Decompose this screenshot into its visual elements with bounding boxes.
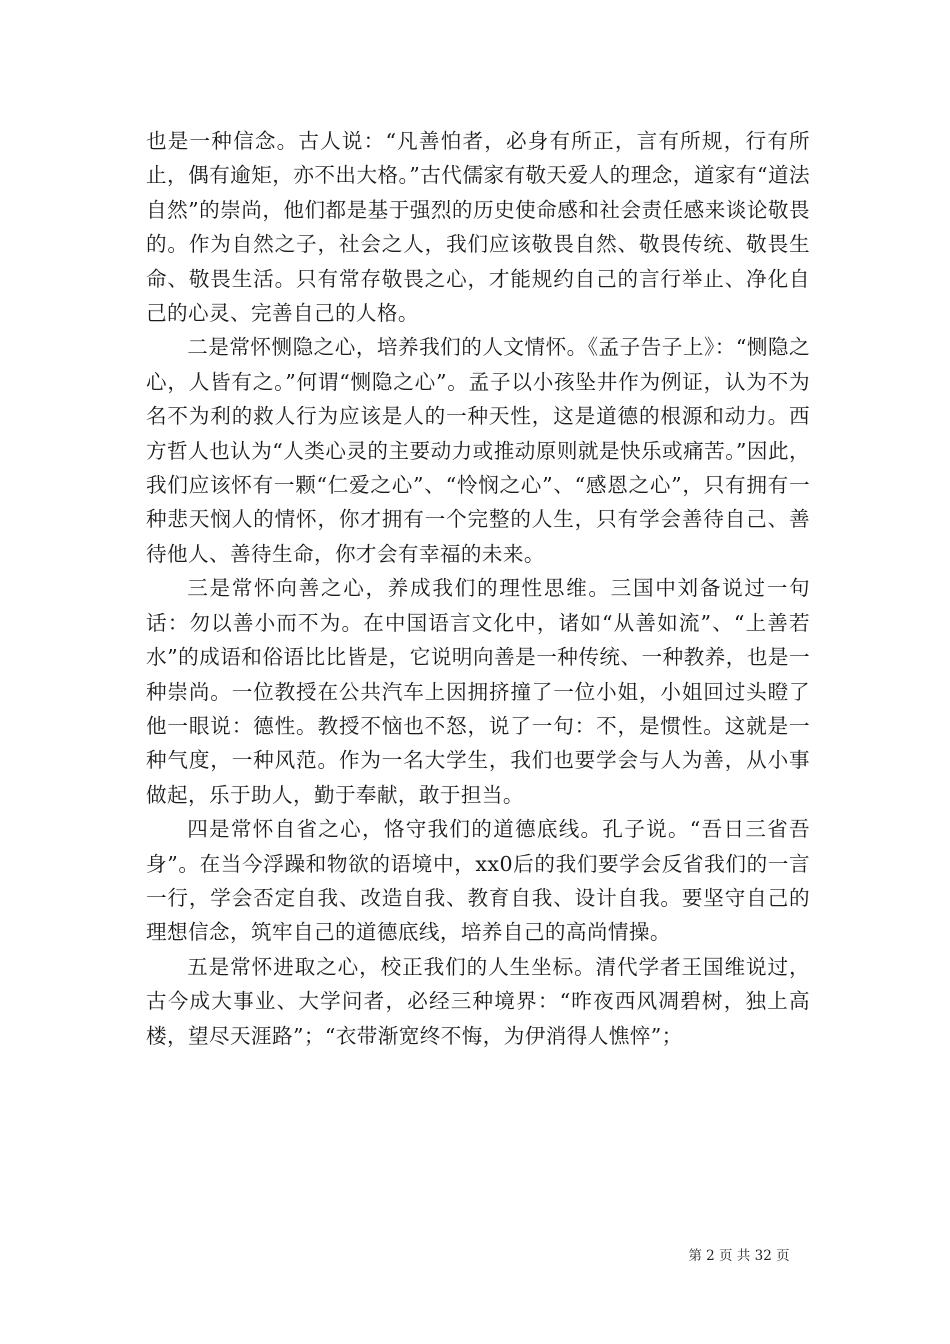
- paragraph-ambition: 五是常怀进取之心，校正我们的人生坐标。清代学者王国维说过，古今成大事业、大学问者，必经三种境界：“昨夜西风凋碧树，独上高楼，望尽天涯路”；“衣带渐宽终不悔，为伊消得人憔悴”；: [146, 954, 810, 1048]
- paragraph-compassion: 二是常怀恻隐之心，培养我们的人文情怀。《孟子告子上》：“恻隐之心，人皆有之。”何谓“恻隐之心”。孟子以小孩坠井作为例证，认为不为名不为利的救人行为应该是人的一种天性，这是道德的根源和动力。西方哲人也认为“人类心灵的主要动力或推动原则就是快乐或痛苦。”因此，我们应该怀有一颗“仁爱之心”、“怜悯之心”、“感恩之心”，只有拥有一种悲天悯人的情怀，你才拥有一个完整的人生，只有学会善待自己、善待他人、善待生命，你才会有幸福的未来。: [146, 335, 810, 566]
- document-body: [146, 124, 810, 1053]
- page-number: 第 2 页 共 32 页: [688, 1248, 790, 1264]
- paragraph-continuation: 也是一种信念。古人说：“凡善怕者，必身有所正，言有所规，行有所止，偶有逾矩，亦不出大格。”古代儒家有敬天爱人的理念，道家有“道法自然”的崇尚，他们都是基于强烈的历史使命感和社会责任感来谈论敬畏的。作为自然之子，社会之人，我们应该敬畏自然、敬畏传统、敬畏生命、敬畏生活。只有常存敬畏之心，才能规约自己的言行举止、净化自己的心灵、完善自己的人格。: [146, 129, 810, 326]
- paragraph-kindness: 三是常怀向善之心，养成我们的理性思维。三国中刘备说过一句话：勿以善小而不为。在中国语言文化中，诸如“从善如流”、“上善若水”的成语和俗语比比皆是，它说明向善是一种传统、一种教养，也是一种崇尚。一位教授在公共汽车上因拥挤撞了一位小姐，小姐回过头瞪了他一眼说：德性。教授不恼也不怒，说了一句：不，是惯性。这就是一种气度，一种风范。作为一名大学生，我们也要学会与人为善，从小事做起，乐于助人，勤于奉献，敢于担当。: [146, 576, 810, 807]
- paragraph-self-reflection: 四是常怀自省之心，恪守我们的道德底线。孔子说。“吾日三省吾身”。在当今浮躁和物欲的语境中，xx0后的我们要学会反省我们的一言一行，学会否定自我、改造自我、教育自我、设计自我。要坚守自己的理想信念，筑牢自己的道德底线，培养自己的高尚情操。: [146, 817, 810, 945]
- page-footer: [0, 1244, 950, 1264]
